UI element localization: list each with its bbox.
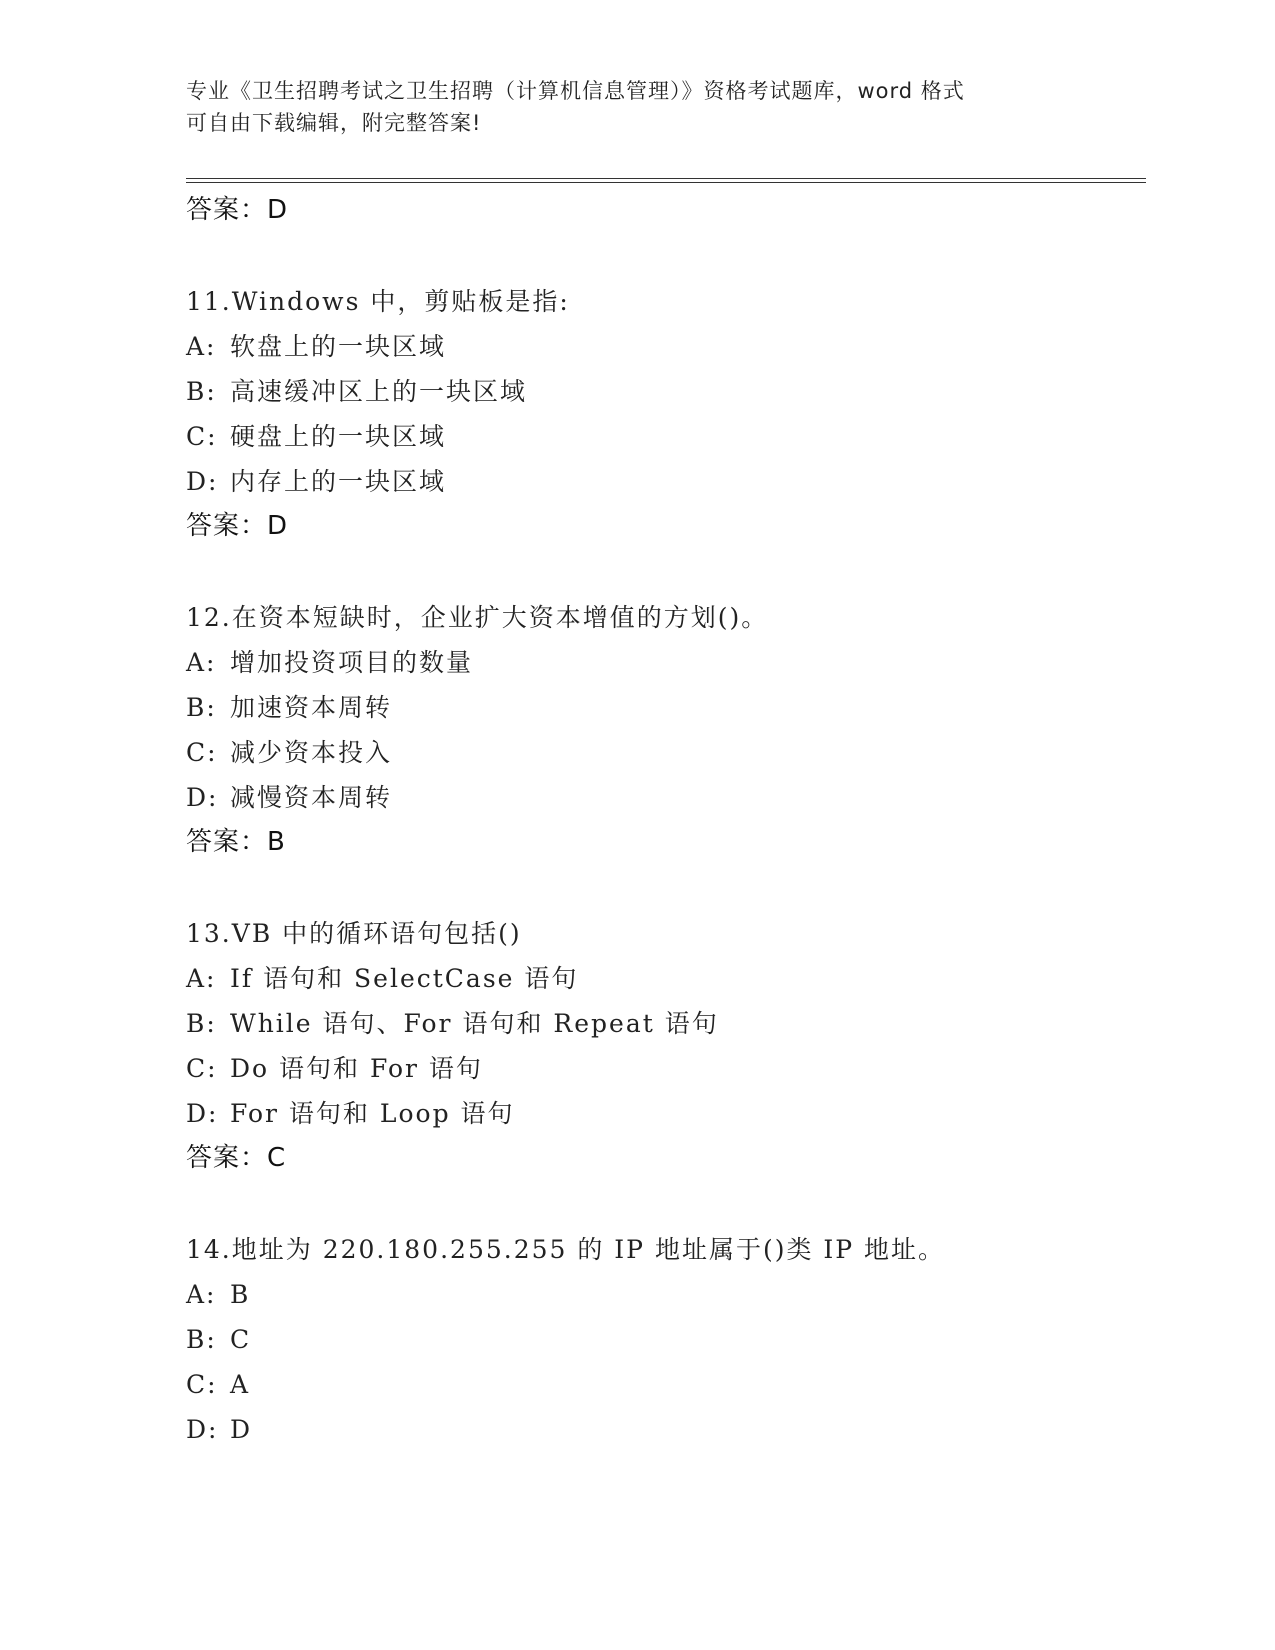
option-text: Do 语句和 For 语句 [230,1054,483,1083]
option-key: D: [186,1099,219,1128]
option-key: C: [186,738,218,767]
option-text: If 语句和 SelectCase 语句 [230,964,579,993]
option-text: 增加投资项目的数量 [230,648,474,677]
option-text: While 语句、For 语句和 Repeat 语句 [230,1009,719,1038]
option-key: B: [186,377,217,406]
option-c [186,1362,1146,1407]
question-title: 11.Windows 中，剪贴板是指: [186,287,570,316]
question-title: 12.在资本短缺时，企业扩大资本增值的方划()。 [186,603,769,632]
option-text: For 语句和 Loop 语句 [230,1099,515,1128]
header-line-1: 专业《卫生招聘考试之卫生招聘（计算机信息管理）》资格考试题库，word 格式 [186,79,965,103]
document-header [186,75,1086,139]
option-text: 减少资本投入 [230,738,393,767]
question-block [186,911,1146,1180]
option-c [186,414,1146,459]
option-key: A: [186,332,217,361]
option-a [186,640,1146,685]
answer-line: 答案：B [186,827,286,857]
option-c [186,1046,1146,1091]
option-key: C: [186,422,218,451]
option-b [186,1001,1146,1046]
option-text: 内存上的一块区域 [230,467,447,496]
option-key: D: [186,783,219,812]
option-text: C [230,1325,252,1354]
option-text: B [230,1280,251,1309]
option-text: 软盘上的一块区域 [230,332,447,361]
option-text: 减慢资本周转 [230,783,393,812]
option-d [186,1091,1146,1136]
option-b [186,685,1146,730]
question-block [186,279,1146,548]
question-block [186,595,1146,864]
answer-line: 答案：D [186,195,289,225]
header-line-2: 可自由下载编辑，附完整答案! [186,111,482,135]
question-list [186,188,1146,1452]
header-divider [186,178,1146,183]
option-key: C: [186,1370,218,1399]
option-key: A: [186,1280,217,1309]
option-a [186,956,1146,1001]
option-b [186,369,1146,414]
option-d [186,775,1146,820]
option-key: B: [186,1009,217,1038]
question-block [186,1227,1146,1452]
option-b [186,1317,1146,1362]
option-c [186,730,1146,775]
option-text: A [230,1370,251,1399]
option-key: C: [186,1054,218,1083]
option-text: 硬盘上的一块区域 [230,422,447,451]
option-key: A: [186,648,217,677]
option-key: B: [186,1325,217,1354]
answer-line: 答案：D [186,511,289,541]
option-a [186,1272,1146,1317]
option-key: B: [186,693,217,722]
question-title: 13.VB 中的循环语句包括() [186,919,522,948]
option-text: D [230,1415,253,1444]
option-a [186,324,1146,369]
option-d [186,459,1146,504]
option-text: 加速资本周转 [230,693,393,722]
question-title: 14.地址为 220.180.255.255 的 IP 地址属于()类 IP 地址。 [186,1235,946,1264]
option-key: D: [186,1415,219,1444]
option-key: A: [186,964,217,993]
option-key: D: [186,467,219,496]
option-text: 高速缓冲区上的一块区域 [230,377,528,406]
option-d [186,1407,1146,1452]
answer-line: 答案：C [186,1143,287,1173]
